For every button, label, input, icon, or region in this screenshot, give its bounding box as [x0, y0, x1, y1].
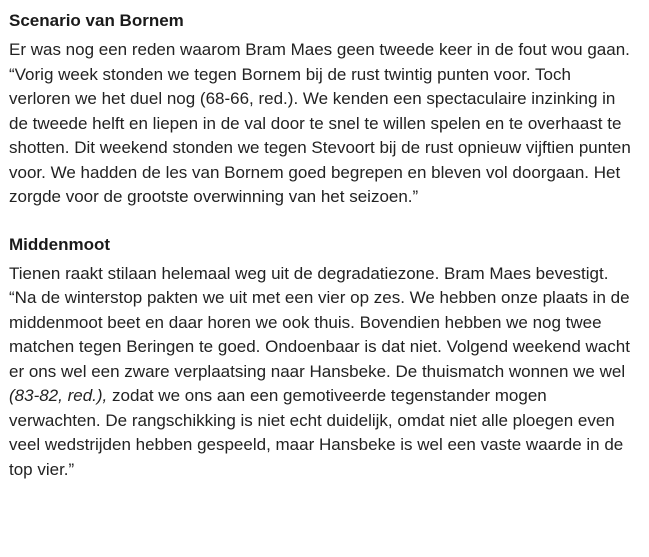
- paragraph-text: zodat we ons aan een gemotiveerde tegenstander mogen verwachten. De rangschikking is niet echt duidelijk, omdat niet alle ploegen even veel wedstrijden hebben gespeeld, maar Hansbeke is wel een vaste waarde in de top vier.”: [9, 386, 624, 479]
- section-spacer: [9, 210, 637, 234]
- section-heading: Scenario van Bornem: [9, 11, 184, 30]
- section-middenmoot: [9, 234, 637, 483]
- paragraph-italic-note: (83-82, red.),: [9, 386, 108, 405]
- section-paragraph: Er was nog een reden waarom Bram Maes geen tweede keer in de fout wou gaan. “Vorig week stonden we tegen Bornem bij de rust twintig punten voor. Toch verloren we het duel nog (68-66, red.). We kenden een spectaculaire inzinking in de tweede helft en liepen in de val door te snel te willen spelen en te overhaast te shotten. Dit weekend stonden we tegen Stevoort bij de rust opnieuw vijftien punten voor. We hadden de les van Bornem goed begrepen en bleven vol doorgaan. Het zorgde voor de grootste overwinning van het seizoen.”: [9, 40, 631, 206]
- section-paragraph: [9, 262, 637, 483]
- paragraph-text: Tienen raakt stilaan helemaal weg uit de degradatiezone. Bram Maes bevestigt. “Na de winterstop pakten we uit met een vier op zes. We hebben onze plaats in de middenmoot beet en daar horen we ook thuis. Bovendien hebben we nog twee matchen tegen Beringen te goed. Ondoenbaar is dat niet. Volgend weekend wacht er ons wel een zware verplaatsing naar Hansbeke. De thuismatch wonnen we wel: [9, 263, 630, 381]
- section-scenario-van-bornem: [9, 10, 637, 210]
- section-heading: Middenmoot: [9, 234, 111, 254]
